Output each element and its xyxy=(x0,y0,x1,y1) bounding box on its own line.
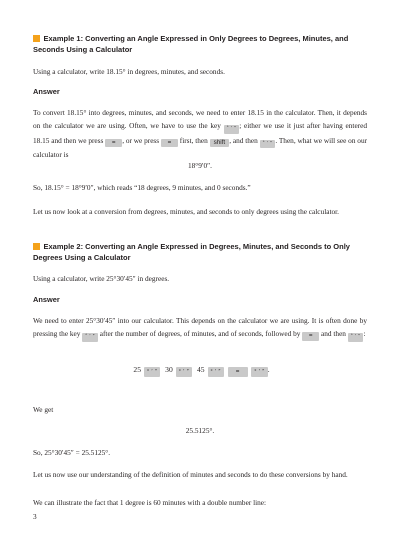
page-number: 3 xyxy=(33,512,37,521)
closing-paragraph-2: We can illustrate the fact that 1 degree is 60 minutes with a double number line: xyxy=(33,498,267,507)
dms-key: ° ′ ″ xyxy=(144,367,160,377)
example-1-explanation xyxy=(33,106,367,162)
example-2-answer-label: Answer xyxy=(33,295,60,304)
example-1-answer-label: Answer xyxy=(33,87,60,96)
equals-key: = xyxy=(302,332,319,341)
example-1-heading-text: Example 1: Converting an Angle Expressed in Only Degrees to Degrees, Minutes, and Seconds Using a Calculator xyxy=(33,34,349,55)
equals-key: = xyxy=(161,139,178,148)
text-run: and then xyxy=(321,329,346,339)
text-run: , or we press xyxy=(122,135,160,145)
text-run: We need to enter 25°30′45″ into our calculator. This depends on the calculator we are using. It is often done by pressing the key xyxy=(33,316,367,339)
example-1-conclusion: So, 18.15° = 18°9′0″, which reads “18 degrees, 9 minutes, and 0 seconds.” xyxy=(33,183,251,192)
equals-key: = xyxy=(105,139,122,148)
text-run: To convert 18.15° into degrees, minutes, and seconds, we need to enter 18.15 in the calculator. Then, it depends on the calculator we are using. Often, we have to use the key xyxy=(33,108,367,131)
text-run: ; either we use it just after having entered 18.15 and then we press xyxy=(33,121,367,145)
dms-key: ° ′ ″ xyxy=(208,367,224,377)
dms-key: ° ′ ″ xyxy=(82,333,98,342)
sequence-number: 45 xyxy=(196,365,205,374)
sequence-number: 30 xyxy=(165,365,173,374)
equals-key: = xyxy=(228,367,248,377)
sequence-number: 25 xyxy=(133,365,141,374)
example-2-heading xyxy=(33,241,367,263)
dms-key: ° ′ ″ xyxy=(260,140,276,149)
dms-key: ° ′ ″ xyxy=(176,367,192,377)
shift-key: shift xyxy=(210,139,230,148)
example-2-prompt: Using a calculator, write 25°30′45″ in degrees. xyxy=(33,274,170,283)
text-run: . Then, what we will see on our calculator is xyxy=(33,135,368,160)
orange-bullet-icon xyxy=(33,35,40,42)
we-get-text: We get xyxy=(33,405,54,414)
example-2-conclusion: So, 25°30′45″ = 25.5125°. xyxy=(33,448,111,457)
example-2-explanation xyxy=(33,314,367,342)
text-run: , and then xyxy=(229,135,258,145)
orange-bullet-icon xyxy=(33,243,40,250)
transition-paragraph: Let us now look at a conversion from degrees, minutes, and seconds to only degrees using the calculator. xyxy=(33,207,339,216)
text-run: first, then xyxy=(179,135,208,145)
dms-key: ° ′ ″ xyxy=(251,367,267,377)
closing-paragraph-1: Let us now use our understanding of the definition of minutes and seconds to do these conversions by hand. xyxy=(33,470,348,479)
dms-key: ° ′ ″ xyxy=(224,125,240,134)
dms-key: ° ′ ″ xyxy=(348,333,364,342)
example-1-heading xyxy=(33,33,367,55)
sequence-end: . xyxy=(267,365,270,374)
text-run: : xyxy=(363,329,366,339)
example-1-prompt: Using a calculator, write 18.15° in degrees, minutes, and seconds. xyxy=(33,67,225,76)
key-sequence xyxy=(33,364,367,377)
calculator-display-1: 18°9′0″. xyxy=(188,161,212,170)
text-run: after the number of degrees, of minutes, and of seconds, followed by xyxy=(99,329,301,339)
example-2-heading-text: Example 2: Converting an Angle Expressed in Degrees, Minutes, and Seconds to Only Degrees Using a Calculator xyxy=(33,242,350,263)
calculator-display-2: 25.5125°. xyxy=(185,426,215,435)
